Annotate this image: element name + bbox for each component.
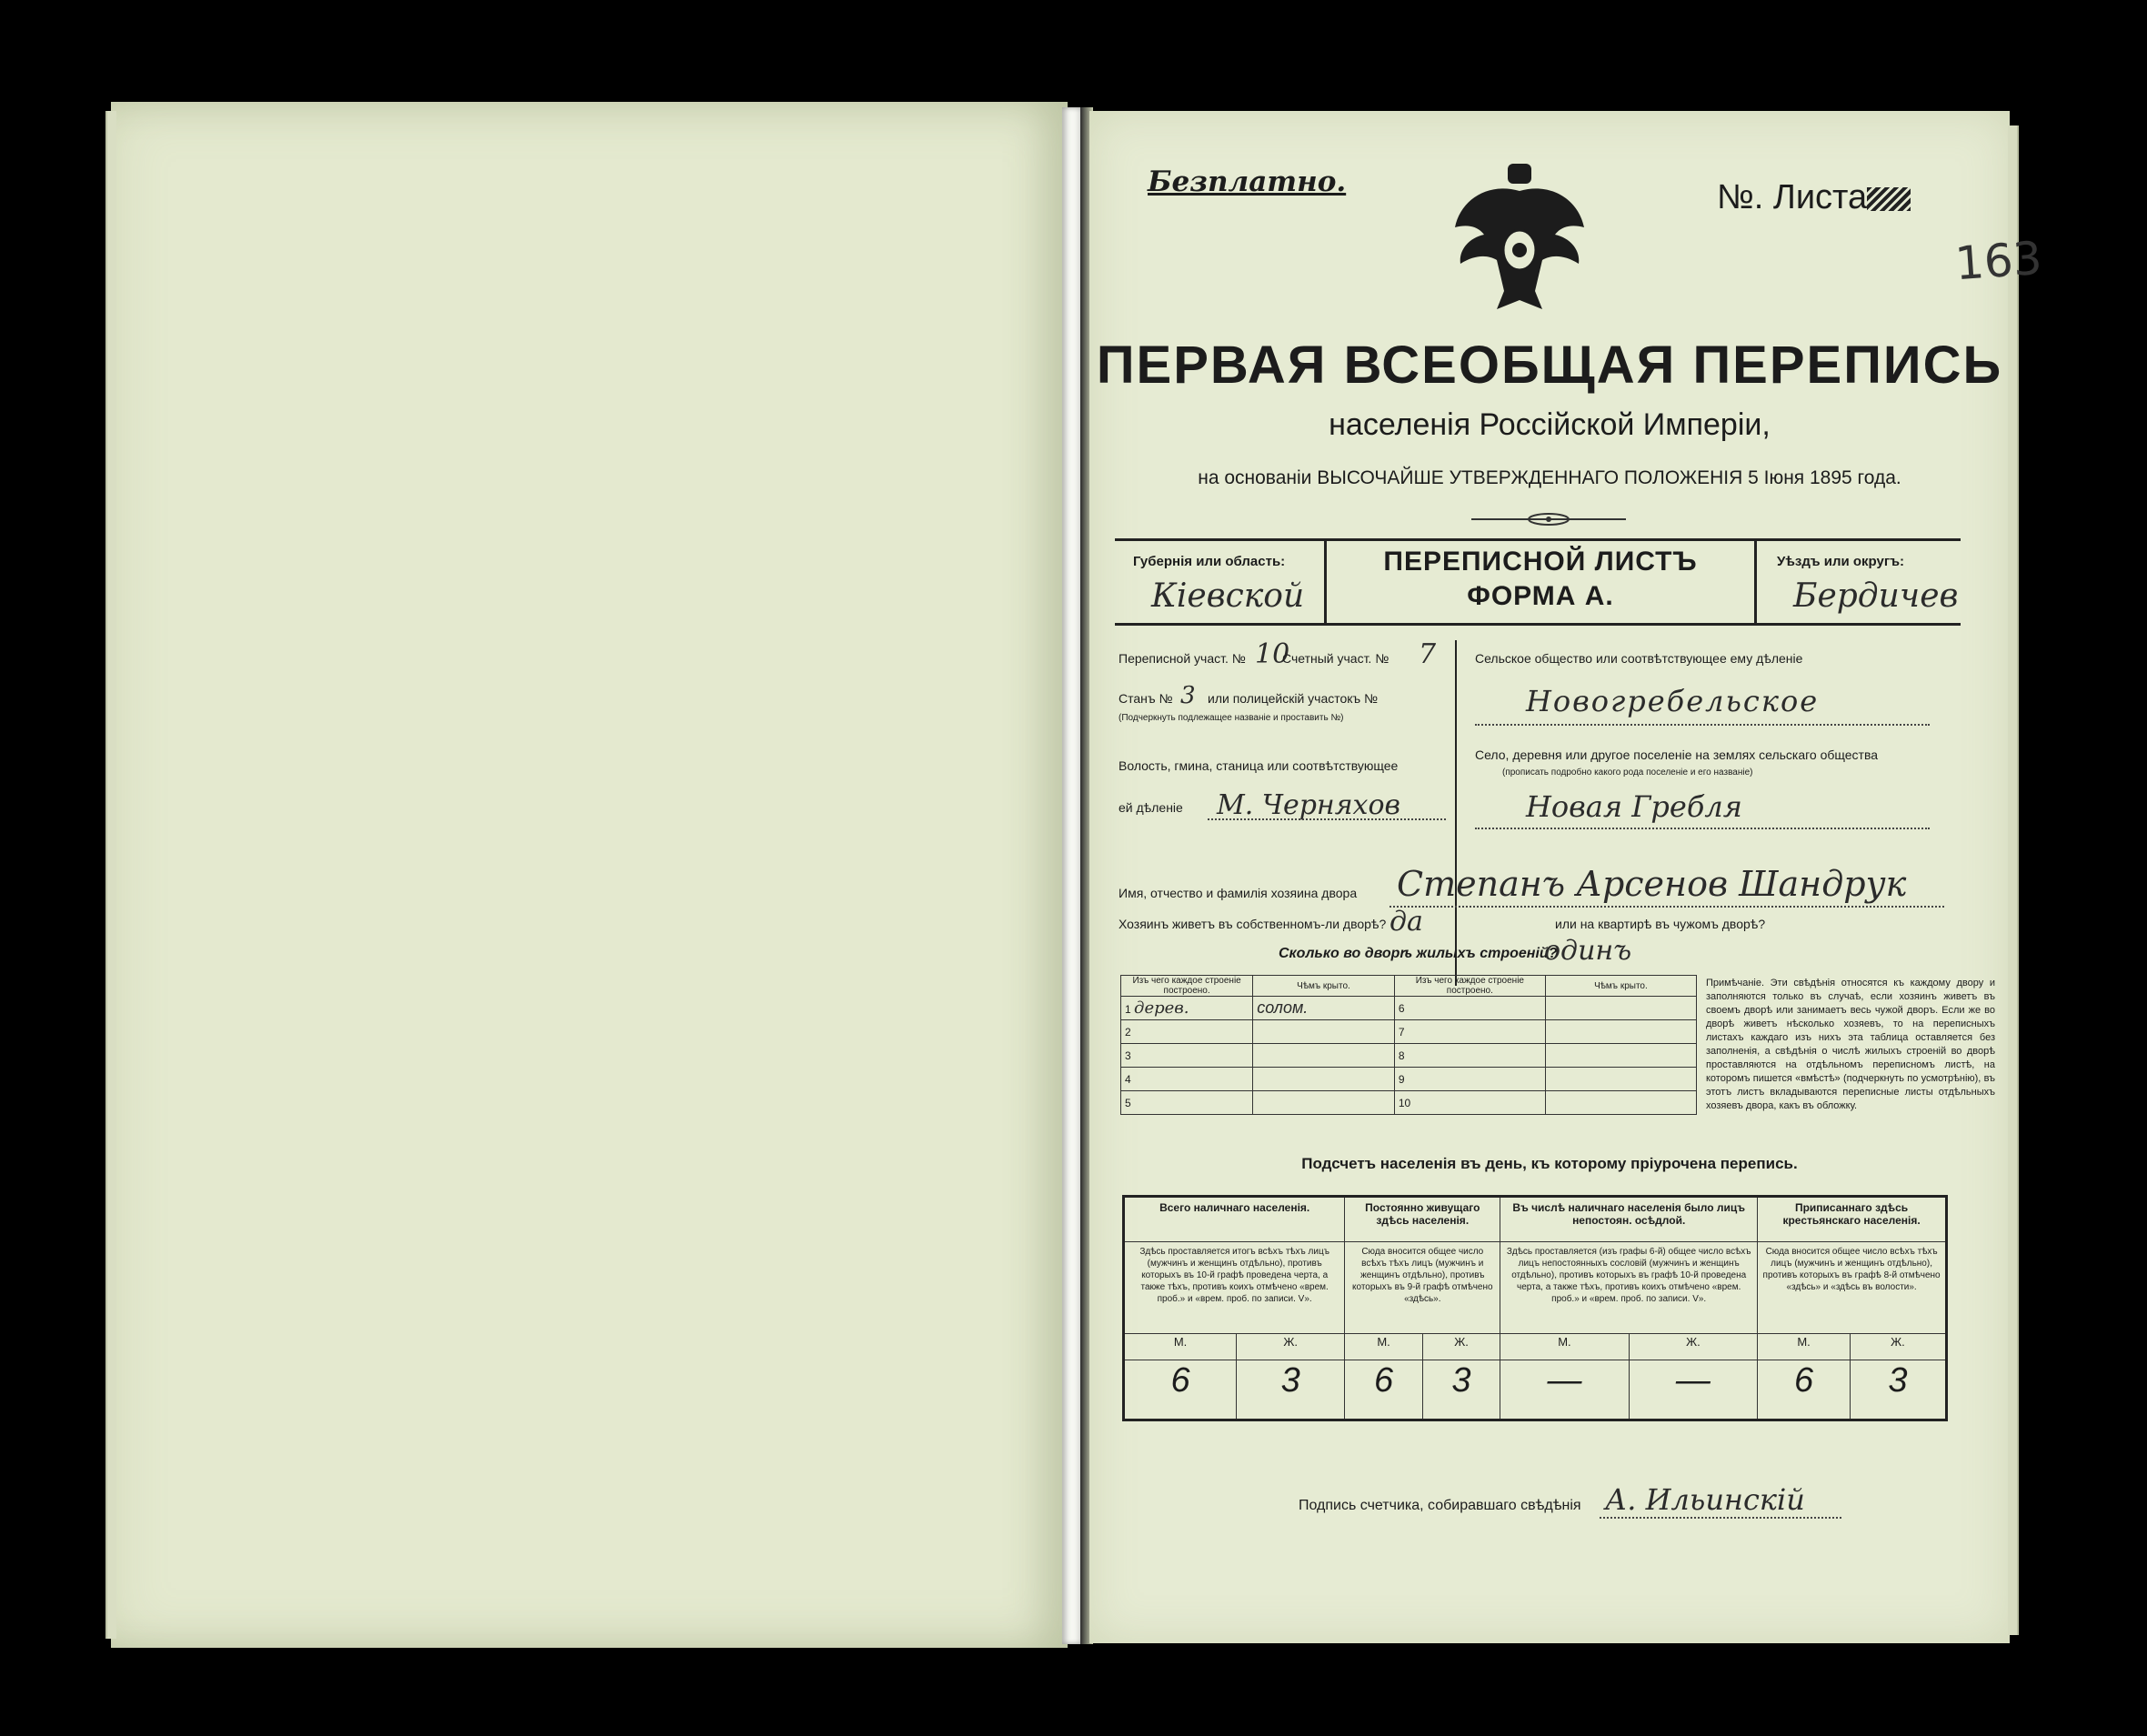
summary-desc-nonsettled: Здѣсь проставляется (изъ графы 6-й) общее число всѣхъ лицъ непостоянныхъ сословій (мужчинъ и женщинъ отдѣльно), противъ которыхъ въ графѣ 10-й проведена черта, а также тѣхъ, противъ коихъ отмѣчено «врем. проб.» и «врем. проб. по записи. V». [1500,1242,1758,1334]
selo-note: (прописать подробно какого рода поселеніе и его названіе) [1502,768,1753,778]
row-number: 6 [1394,997,1545,1020]
fields-divider [1455,640,1457,986]
volost-label-2: ей дѣленіе [1119,800,1183,815]
summary-desc-peasant: Сюда вносится общее число всѣхъ тѣхъ лицъ (мужчинъ и женщинъ отдѣльно), противъ которыхъ въ графѣ 8-й отмѣчено «здѣсь» и «здѣсь въ волости». [1758,1242,1947,1334]
ornament-divider [1471,513,1626,526]
building-roof [1545,1091,1696,1115]
uezd-cell [1757,541,1961,623]
buildings-table [1120,975,1697,1115]
volost-label: Волость, гмина, станица или соотвѣтствующее [1119,758,1399,773]
selo-label: Село, деревня или другое поселеніе на землях сельскаго общества [1475,748,1879,762]
buildings-note: Примѣчаніе. Эти свѣдѣнія относятся къ каждому двору и заполняются только въ случаѣ, если хозяинъ живетъ въ своемъ дворѣ или занимаетъ весь чужой дворъ. Если же во дворѣ живетъ нѣсколько хозяевъ, то на переписныхъ листахъ каждаго изъ нихъ эта таблица оставляется без заполненія, а свѣдѣнія о числѣ жилыхъ строеній во дворѣ проставляются на отдѣльномъ переписномъ листѣ, на которомъ пишется «вмѣстѣ» (подчеркнуть по усмотрѣнію), въ этотъ листъ вкладываются переписные листы отдѣльныхъ хозяевъ двора, какъ въ обложку. [1706,978,1995,1111]
total-male-value: 6 [1124,1360,1237,1420]
gubernia-value: Кіевской [1151,577,1305,615]
row-number: 5 [1121,1091,1253,1115]
sheet-title-cell [1327,541,1757,623]
row-number: 9 [1394,1068,1545,1091]
male-label: М. [1124,1334,1237,1360]
buildings-col-material-2: Изъ чего каждое строеніе построено. [1394,976,1545,997]
table-row [1121,1044,1697,1068]
building-roof [1253,1068,1395,1091]
own-house-label: Хозяинъ живетъ въ собственномъ-ли дворѣ? [1119,917,1387,931]
signature-label: Подпись счетчика, собиравшаго свѣдѣнія [1299,1498,1581,1513]
row-number: 7 [1394,1020,1545,1044]
free-label: Безплатно. [1148,166,1347,198]
left-blank-page [111,102,1068,1648]
sheet-title: ПЕРЕПИСНОЙ ЛИСТЪ [1383,547,1698,577]
imperial-eagle-emblem [1451,164,1588,318]
volost-line [1208,818,1446,820]
schetny-label: Счетный участ. № [1282,651,1390,666]
rent-label: или на квартирѣ въ чужомъ дворѣ? [1555,917,1766,931]
row-number: 8 [1394,1044,1545,1068]
female-label: Ж. [1422,1334,1500,1360]
owner-value: Степанъ Арсенов Шандрук [1397,864,1907,904]
male-label: М. [1758,1334,1851,1360]
building-roof [1545,1068,1696,1091]
table-row [1121,1020,1697,1044]
permanent-female-value: 3 [1422,1360,1500,1420]
building-roof [1253,1020,1395,1044]
selskoe-line [1475,724,1930,726]
building-cell [1121,997,1253,1020]
building-roof: солом. [1253,997,1395,1020]
census-form-page [1089,111,2044,1643]
uchastok-value: 10 [1255,638,1290,670]
stan-note: (Подчеркнуть подлежащее названіе и проставить №) [1119,713,1344,723]
census-subtitle: населенія Россійской Имперіи, [1329,407,1771,442]
form-header-box [1115,538,1961,626]
summary-desc-permanent: Сюда вносится общее число всѣхъ тѣхъ лицъ (мужчинъ и женщинъ отдѣльно), противъ которыхъ въ 9-й графѣ отмѣчено «здѣсь». [1345,1242,1500,1334]
male-label: М. [1500,1334,1629,1360]
permanent-male-value: 6 [1345,1360,1422,1420]
building-roof [1545,1020,1696,1044]
table-row [1121,1068,1697,1091]
nonsettled-female-value: — [1629,1360,1757,1420]
sheet-number [1717,178,1911,217]
uchastok-label: Переписной участ. № [1119,651,1246,666]
peasant-female-value: 3 [1850,1360,1946,1420]
summary-col-nonsettled: Въ числѣ наличнаго населенія было лицъ непостоян. осѣдлой. [1500,1197,1758,1242]
census-main-title: ПЕРВАЯ ВСЕОБЩАЯ ПЕРЕПИСЬ [1096,336,2003,395]
nonsettled-male-value: — [1500,1360,1629,1420]
buildings-label: Сколько во дворѣ жилыхъ строеній? [1279,946,1558,961]
summary-desc-total: Здѣсь проставляется итогъ всѣхъ тѣхъ лицъ (мужчинъ и женщинъ отдѣльно), противъ которыхъ въ 10-й графѣ проведена черта, а также тѣхъ, противъ коихъ отмѣчено «врем. проб.» и «врем. проб. по записи. V». [1124,1242,1345,1334]
owner-label: Имя, отчество и фамилія хозяина двора [1119,886,1358,900]
population-summary-table [1122,1195,1948,1421]
row-number: 1 [1125,1003,1131,1016]
uezd-label: Уѣздъ или округъ: [1777,554,1905,569]
signature-row [1299,1482,1841,1517]
selskoe-value: Новогребельское [1526,684,1820,718]
buildings-value: одинъ [1544,935,1632,967]
building-material: дерев. [1134,998,1189,1018]
male-label: М. [1345,1334,1422,1360]
summary-title: Подсчетъ населенія въ день, къ которому пріурочена перепись. [1301,1155,1798,1172]
summary-col-permanent: Постоянно живущаго здѣсь населенія. [1345,1197,1500,1242]
selskoe-label: Сельское общество или соотвѣтствующее ему дѣленіе [1475,651,1803,666]
stan-label: Станъ № [1119,691,1173,706]
table-row [1121,1091,1697,1115]
volost-value: М. Черняхов [1217,789,1401,821]
signature-value: А. Ильинскій [1600,1482,1841,1519]
book-binding [1062,107,1082,1644]
pencil-sheet-number: 163 [1953,231,2044,291]
total-female-value: 3 [1237,1360,1345,1420]
schetny-value: 7 [1419,638,1437,670]
female-label: Ж. [1237,1334,1345,1360]
building-roof [1253,1091,1395,1115]
stan-police-label: или полицейскій участокъ № [1208,691,1379,706]
selo-value: Новая Гребля [1526,789,1742,824]
stan-value: 3 [1180,682,1196,709]
sheet-number-label: №. Листа [1717,178,1868,216]
buildings-col-roof-2: Чѣмъ крыто. [1545,976,1696,997]
building-roof [1253,1044,1395,1068]
gubernia-label: Губернія или область: [1133,554,1286,569]
buildings-col-roof: Чѣмъ крыто. [1253,976,1395,997]
row-number: 10 [1394,1091,1545,1115]
table-row [1121,997,1697,1020]
row-number: 3 [1121,1044,1253,1068]
left-page-edge [105,111,116,1639]
form-title: ФОРМА А. [1467,581,1614,611]
summary-col-total: Всего наличнаго населенія. [1124,1197,1345,1242]
building-roof [1545,1044,1696,1068]
female-label: Ж. [1850,1334,1946,1360]
buildings-col-material: Изъ чего каждое строеніе построено. [1121,976,1253,997]
female-label: Ж. [1629,1334,1757,1360]
peasant-male-value: 6 [1758,1360,1851,1420]
building-roof [1545,997,1696,1020]
row-number: 2 [1121,1020,1253,1044]
owner-line [1390,906,1944,908]
gubernia-cell [1115,541,1327,623]
summary-col-peasant: Приписаннаго здѣсь крестьянскаго населенія. [1758,1197,1947,1242]
own-house-value: да [1390,906,1423,938]
census-basis-line: на основаніи ВЫСОЧАЙШЕ УТВЕРЖДЕННАГО ПОЛОЖЕНІЯ 5 Іюня 1895 года. [1198,467,1901,488]
uezd-value: Бердичев [1793,577,1959,615]
selo-line [1475,828,1930,829]
struck-number [1867,187,1911,211]
row-number: 4 [1121,1068,1253,1091]
